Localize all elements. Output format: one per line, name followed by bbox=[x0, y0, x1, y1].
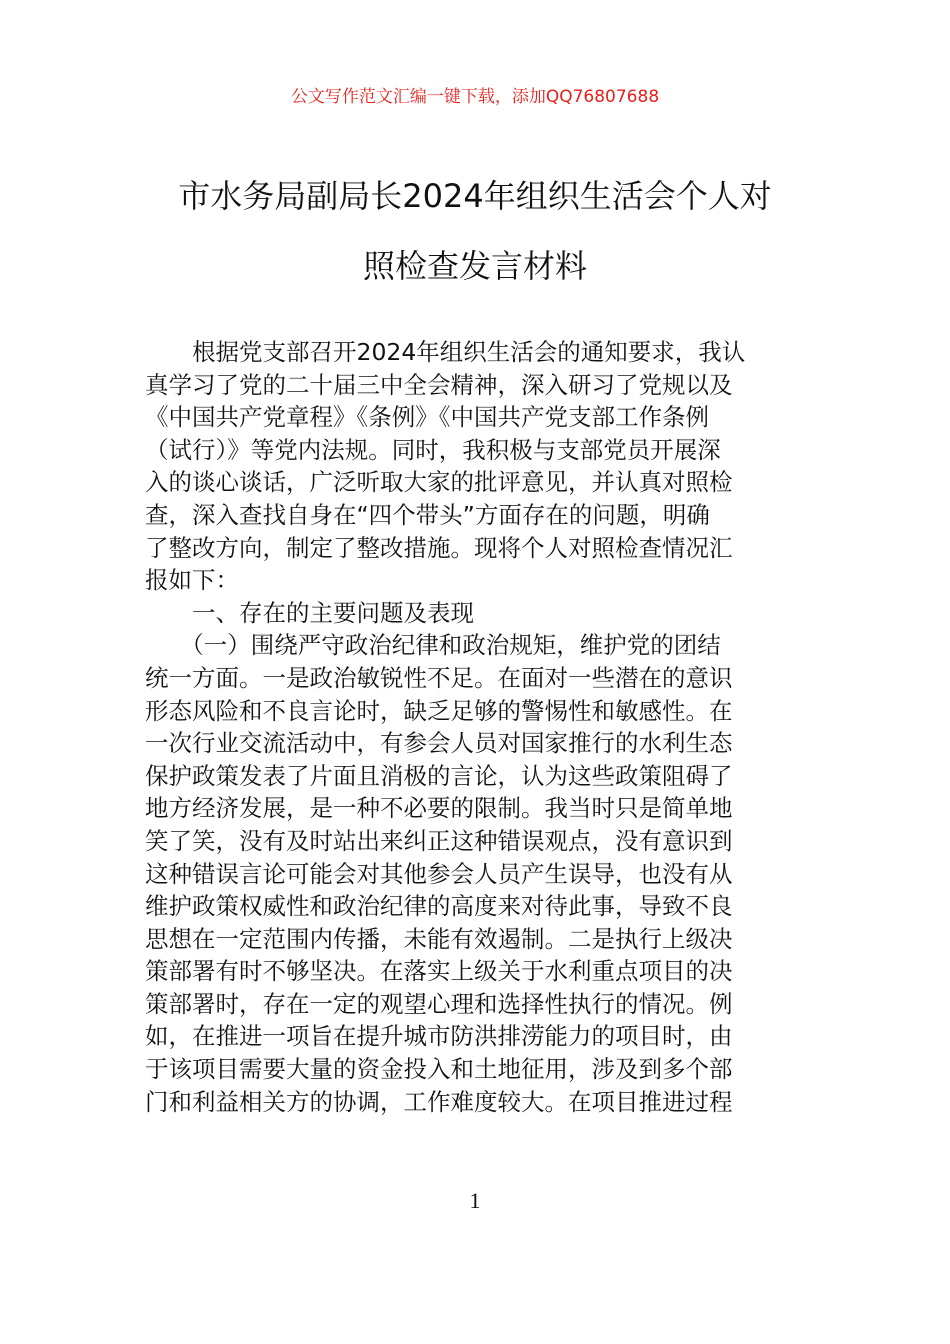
page-number: 1 bbox=[469, 1188, 481, 1213]
download-banner: 公文写作范文汇编一键下载，添加QQ76807688 bbox=[290, 87, 660, 107]
body-line: 一次行业交流活动中，有参会人员对国家推行的水利生态 bbox=[145, 729, 733, 758]
body-line: 入的谈心谈话，广泛听取大家的批评意见，并认真对照检 bbox=[145, 468, 733, 497]
document-title-line-2: 照检查发言材料 bbox=[362, 247, 587, 285]
body-line: （试行）》等党内法规。同时，我积极与支部党员开展深 bbox=[145, 435, 721, 464]
section-heading: 一、存在的主要问题及表现 bbox=[145, 598, 474, 627]
body-line: 这种错误言论可能会对其他参会人员产生误导，也没有从 bbox=[145, 859, 733, 888]
body-line: 形态风险和不良言论时，缺乏足够的警惕性和敏感性。在 bbox=[145, 696, 733, 725]
body-line: 了整改方向，制定了整改措施。现将个人对照检查情况汇 bbox=[145, 533, 733, 562]
body-line: 根据党支部召开2024年组织生活会的通知要求，我认 bbox=[145, 338, 746, 366]
body-text bbox=[145, 336, 807, 1118]
body-line: 思想在一定范围内传播，未能有效遏制。二是执行上级决 bbox=[145, 924, 733, 953]
body-line: 策部署有时不够坚决。在落实上级关于水利重点项目的决 bbox=[145, 957, 733, 986]
body-line: 于该项目需要大量的资金投入和土地征用，涉及到多个部 bbox=[145, 1055, 733, 1084]
body-line: （一）围绕严守政治纪律和政治规矩，维护党的团结 bbox=[145, 631, 721, 660]
body-line: 门和利益相关方的协调，工作难度较大。在项目推进过程 bbox=[145, 1087, 733, 1116]
body-line: 笑了笑，没有及时站出来纠正这种错误观点，没有意识到 bbox=[145, 826, 733, 855]
body-line: 如，在推进一项旨在提升城市防洪排涝能力的项目时，由 bbox=[145, 1022, 733, 1051]
body-line: 策部署时，存在一定的观望心理和选择性执行的情况。例 bbox=[145, 989, 733, 1018]
body-line: 《中国共产党章程》《条例》《中国共产党支部工作条例 bbox=[145, 403, 709, 432]
body-line: 报如下： bbox=[145, 566, 239, 595]
body-line: 维护政策权威性和政治纪律的高度来对待此事，导致不良 bbox=[145, 892, 733, 921]
body-line: 真学习了党的二十届三中全会精神，深入研习了党规以及 bbox=[145, 370, 733, 399]
document-title-line-1: 市水务局副局长2024年组织生活会个人对 bbox=[178, 177, 772, 215]
body-line: 统一方面。一是政治敏锐性不足。在面对一些潜在的意识 bbox=[145, 663, 733, 692]
body-line: 保护政策发表了片面且消极的言论，认为这些政策阻碍了 bbox=[145, 761, 733, 790]
body-line: 查，深入查找自身在“四个带头”方面存在的问题，明确 bbox=[145, 500, 710, 529]
body-line: 地方经济发展，是一种不必要的限制。我当时只是简单地 bbox=[145, 794, 733, 823]
